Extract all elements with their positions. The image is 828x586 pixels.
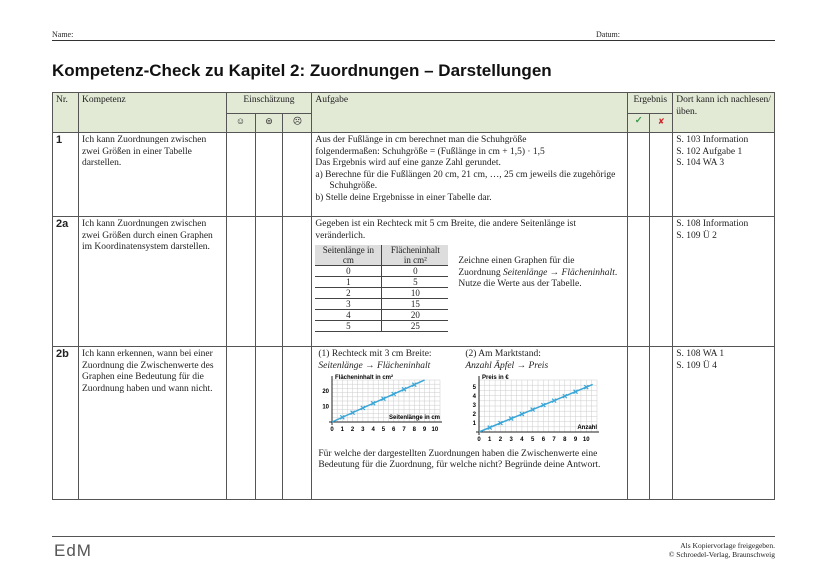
task-question: Für welche der dargestellten Zuordnungen haben die Zwischenwerte eine Bedeutung für die Zuordnung, für welche nicht? Begründe deine Antwort.: [318, 448, 601, 470]
value-table-row: [315, 299, 448, 310]
rating-happy-cell[interactable]: [226, 133, 255, 217]
x-tick-label: 3: [509, 437, 514, 443]
result-cross-cell[interactable]: [650, 217, 673, 347]
ref: S. 104 WA 3: [676, 158, 725, 168]
check-icon: ✓: [628, 114, 650, 133]
y-axis-label: Flächeninhalt in cm²: [335, 375, 394, 381]
ref: S. 108 WA 1: [676, 349, 725, 359]
y-tick-label: 3: [473, 403, 477, 410]
x-tick-label: 4: [520, 437, 524, 443]
task-text: Gegeben ist ein Rechteck mit 5 cm Breite, die andere Seitenlänge ist veränderlich.: [315, 219, 577, 241]
x-tick-label: 10: [431, 427, 439, 433]
x-tick-label: 7: [402, 427, 407, 433]
task-text: folgendermaßen: Schuhgröße = (Fußlänge in cm + 1,5) · 1,5: [315, 146, 545, 157]
rating-happy-cell[interactable]: [226, 347, 255, 500]
rating-neutral-cell[interactable]: [255, 133, 283, 217]
rating-sad-cell[interactable]: [283, 133, 312, 217]
col-ergebnis: Ergebnis: [628, 93, 673, 114]
rating-neutral-cell[interactable]: [255, 347, 283, 500]
header-line: [52, 40, 775, 41]
x-tick-label: 0: [477, 437, 482, 443]
y-tick-label: 10: [322, 404, 330, 411]
value-cell: 0: [382, 266, 449, 277]
value-table-header: Seitenlänge in cm: [315, 245, 382, 266]
copyright-line: © Schroedel-Verlag, Braunschweig: [668, 550, 775, 559]
refs-cell: [673, 133, 775, 217]
date-label: Datum:: [596, 30, 620, 39]
rating-happy-cell[interactable]: [226, 217, 255, 347]
page-title: Kompetenz-Check zu Kapitel 2: Zuordnungen – Darstellungen: [52, 61, 552, 80]
value-cell: 15: [382, 299, 449, 310]
value-cell: 5: [382, 277, 449, 288]
value-table-header: Flächeninhalt in cm²: [382, 245, 449, 266]
task-text: . Nutze die Werte aus der Tabelle.: [458, 267, 618, 289]
rating-neutral-cell[interactable]: [255, 217, 283, 347]
ref: S. 109 Ü 2: [676, 230, 717, 241]
x-tick-label: 2: [499, 437, 503, 443]
x-tick-label: 0: [330, 427, 335, 433]
row-nr: 2b: [53, 347, 79, 500]
value-cell: 0: [315, 266, 382, 277]
x-axis-label: Seitenlänge in cm: [389, 415, 441, 421]
name-label: Name:: [52, 30, 74, 39]
row-nr: 2a: [53, 217, 79, 347]
x-tick-label: 1: [340, 427, 345, 433]
cross-icon: ✘: [650, 114, 673, 133]
graph2-title: (2) Am Marktstand:: [465, 349, 541, 359]
x-tick-label: 8: [412, 427, 417, 433]
task-text: Aus der Fußlänge in cm berechnet man die Schuhgröße: [315, 135, 527, 145]
aufgabe-cell: [312, 133, 628, 217]
y-tick-label: 1: [473, 421, 477, 428]
task-text: Seitenlänge → Flächeninhalt: [502, 267, 615, 278]
x-tick-label: 6: [392, 427, 396, 433]
col-dort: Dort kann ich nachlesen/üben.: [673, 93, 775, 133]
task-a: a) Berechne für die Fußlängen 20 cm, 21 cm, …, 25 cm jeweils die zugehörige Schuhgröße.: [315, 169, 616, 191]
smiley-happy-icon: ☺: [226, 114, 255, 133]
graph1-title: (1) Rechteck mit 3 cm Breite:: [318, 349, 432, 359]
kompetenz-text: Ich kann Zuordnungen zwischen zwei Größen durch einen Graphen im Koordinatensystem darstellen.: [78, 217, 226, 347]
graph-price-chart: [465, 372, 605, 444]
graph2-subtitle: Anzahl Äpfel → Preis: [465, 360, 549, 371]
graph-area-chart: [318, 372, 448, 434]
x-tick-label: 9: [574, 437, 578, 443]
footer-line: [52, 536, 775, 537]
x-axis-label: Anzahl: [577, 425, 598, 431]
copyright-line: Als Kopiervorlage freigegeben.: [680, 541, 775, 550]
result-cross-cell[interactable]: [650, 133, 673, 217]
graph1-subtitle: Seitenlänge → Flächeninhalt: [318, 360, 431, 371]
col-nr: Nr.: [53, 93, 79, 133]
value-cell: 5: [315, 321, 382, 332]
x-tick-label: 1: [488, 437, 492, 443]
table-row: [53, 217, 775, 347]
value-table-row: [315, 277, 448, 288]
y-tick-label: 4: [473, 394, 477, 401]
table-row: [53, 347, 775, 500]
y-tick-label: 2: [473, 412, 477, 419]
smiley-neutral-icon: ⊜: [255, 114, 283, 133]
x-tick-label: 6: [542, 437, 546, 443]
copyright: [669, 541, 775, 559]
smiley-sad-icon: ☹: [283, 114, 312, 133]
value-table: [315, 245, 448, 332]
x-tick-label: 4: [371, 427, 376, 433]
value-cell: 2: [315, 288, 382, 299]
value-table-row: [315, 321, 448, 332]
ref: S. 108 Information: [676, 219, 749, 229]
result-cross-cell[interactable]: [650, 347, 673, 500]
kompetenz-text: Ich kann erkennen, wann bei einer Zuordnung die Zwischenwerte des Graphen eine Bedeutung für die Zuordnung haben und wann nicht.: [78, 347, 226, 500]
x-tick-label: 8: [563, 437, 567, 443]
refs-cell: [673, 347, 775, 500]
x-tick-label: 7: [552, 437, 557, 443]
value-table-row: [315, 310, 448, 321]
value-cell: 1: [315, 277, 382, 288]
x-tick-label: 3: [361, 427, 365, 433]
y-axis-label: Preis in €: [482, 375, 510, 381]
result-check-cell[interactable]: [628, 217, 650, 347]
col-einschaetzung: Einschätzung: [226, 93, 312, 114]
y-tick-label: 5: [473, 385, 477, 392]
value-cell: 25: [382, 321, 449, 332]
kompetenz-text: Ich kann Zuordnungen zwischen zwei Größen in einer Tabelle darstellen.: [78, 133, 226, 217]
col-aufgabe: Aufgabe: [312, 93, 628, 133]
y-tick-label: 20: [322, 388, 330, 395]
row-nr: 1: [53, 133, 79, 217]
value-cell: 10: [382, 288, 449, 299]
competence-table: [52, 92, 775, 500]
task-text: Das Ergebnis wird auf eine ganze Zahl gerundet.: [315, 158, 501, 168]
table-row: [53, 133, 775, 217]
aufgabe-cell: [312, 347, 628, 500]
task-b: b) Stelle deine Ergebnisse in einer Tabelle dar.: [315, 192, 492, 203]
value-table-row: [315, 288, 448, 299]
value-cell: 20: [382, 310, 449, 321]
rating-sad-cell[interactable]: [283, 217, 312, 347]
edm-logo: EdM: [54, 541, 92, 560]
col-kompetenz: Kompetenz: [78, 93, 226, 133]
x-tick-label: 5: [531, 437, 535, 443]
value-table-row: [315, 266, 448, 277]
graph-task: [458, 256, 618, 332]
x-tick-label: 2: [351, 427, 355, 433]
value-cell: 4: [315, 310, 382, 321]
result-check-cell[interactable]: [628, 133, 650, 217]
aufgabe-cell: [312, 217, 628, 347]
result-check-cell[interactable]: [628, 347, 650, 500]
task-text: Zeichne einen Graphen für die Zuordnung: [458, 256, 575, 278]
value-cell: 3: [315, 299, 382, 310]
x-tick-label: 9: [423, 427, 427, 433]
x-tick-label: 10: [583, 437, 590, 443]
ref: S. 109 Ü 4: [676, 360, 717, 371]
x-tick-label: 5: [382, 427, 386, 433]
rating-sad-cell[interactable]: [283, 347, 312, 500]
ref: S. 102 Aufgabe 1: [676, 146, 743, 157]
ref: S. 103 Information: [676, 135, 749, 145]
refs-cell: [673, 217, 775, 347]
